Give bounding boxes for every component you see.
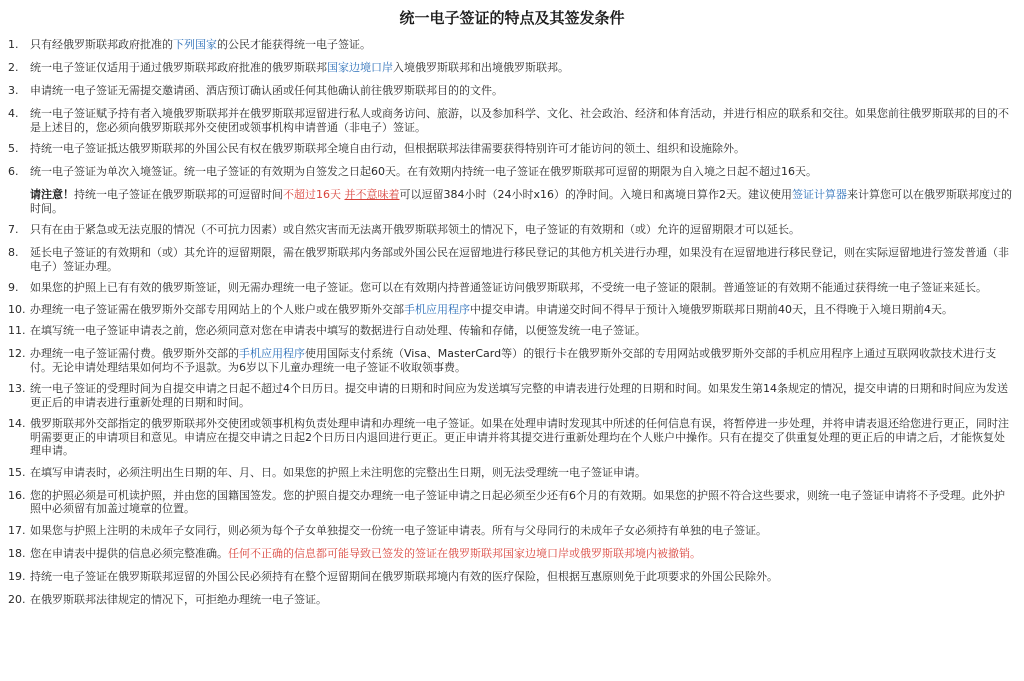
list-item [8, 165, 1016, 179]
item-text: 您的护照必须是可机读护照，并由您的国籍国签发。您的护照自提交办理统一电子签证申请之日起必须至少还有6个月的有效期。如果您的护照不符合这些要求，则统一电子签证申请将不予受理。此外护照中必须留有加盖过境章的位置。 [30, 488, 1005, 515]
item-number: 11. [8, 324, 26, 337]
item-text: 持统一电子签证抵达俄罗斯联邦的外国公民有权在俄罗斯联邦全境自由行动，但根据联邦法律需要获得特别许可才能访问的领土、组织和设施除外。 [30, 142, 745, 155]
item-number: 3. [8, 84, 19, 97]
item-text-part: 使用国际支付系统（Visa、MasterCard等）的银行卡在俄罗斯外交部的专用网站或俄罗斯外交部的手机应用程序上通过互联网收款技术进行支付。无论申请处理结果如何均不予退款。为6岁以下儿童办理统一电子签证不收取领事费。 [30, 347, 997, 374]
list-item [8, 281, 1016, 295]
attention-note [30, 188, 1016, 215]
item-text: 如果您的护照上已有有效的俄罗斯签证，则无需办理统一电子签证。您可以在有效期内持普通签证访问俄罗斯联邦，不受统一电子签证的限制。普通签证的有效期不能通过获得统一电子签证来延长。 [30, 281, 987, 294]
item-text [30, 61, 1016, 75]
list-item [8, 246, 1016, 273]
item-text-part: 的公民才能获得统一电子签证。 [217, 38, 371, 51]
list-item [8, 593, 1016, 607]
item-number: 9. [8, 281, 19, 294]
visa-calculator-link[interactable]: 签证计算器 [792, 188, 847, 201]
item-number: 4. [8, 107, 19, 120]
item-text: 申请统一电子签证无需提交邀请函、酒店预订确认函或任何其他确认前往俄罗斯联邦目的的文件。 [30, 84, 503, 97]
item-text-part: 办理统一电子签证需在俄罗斯外交部专用网站上的个人账户或在俄罗斯外交部 [30, 302, 404, 316]
list-item [8, 61, 1016, 75]
list-item [8, 466, 1016, 480]
item-number: 13. [8, 382, 26, 395]
list-item [8, 324, 1016, 338]
item-number: 12. [8, 347, 26, 360]
list-item [8, 347, 1016, 374]
item-text: 在俄罗斯联邦法律规定的情况下，可拒绝办理统一电子签证。 [30, 592, 327, 606]
list-item [8, 547, 1016, 561]
page-title: 统一电子签证的特点及其签发条件 [399, 9, 625, 27]
note-text: 可以逗留384小时（24小时x16）的净时间。入境日和离境日算作2天。建议使用 [399, 188, 792, 201]
countries-list-link[interactable]: 下列国家 [173, 38, 217, 51]
attention-label: 请注意！ [30, 188, 74, 201]
list-item [8, 223, 1016, 237]
note-highlight-underlined: 并不意味着 [344, 188, 400, 201]
item-text [30, 547, 1016, 561]
warning-text: 任何不正确的信息都可能导致已签发的签证在俄罗斯联邦国家边境口岸或俄罗斯联邦境内被撤销。 [228, 546, 701, 560]
rules-list-continued [8, 223, 1016, 606]
item-number: 18. [8, 546, 26, 560]
rules-list [8, 38, 1016, 179]
item-text: 只有在由于紧急或无法克服的情况（不可抗力因素）或自然灾害而无法离开俄罗斯联邦领土的情况下，电子签证的有效期和（或）允许的逗留期限才可以延长。 [30, 223, 800, 236]
item-number: 2. [8, 61, 19, 74]
list-item [8, 489, 1016, 516]
item-number: 10. [8, 302, 26, 316]
item-number: 14. [8, 417, 26, 430]
item-text: 持统一电子签证在俄罗斯联邦逗留的外国公民必须持有在整个逗留期间在俄罗斯联邦境内有效的医疗保险，但根据互惠原则免于此项要求的外国公民除外。 [30, 569, 778, 583]
item-number: 8. [8, 246, 19, 259]
item-text-part: 只有经俄罗斯联邦政府批准的 [30, 38, 173, 51]
note-highlight: 不超过16天 [283, 188, 341, 201]
item-text: 统一电子签证为单次入境签证。统一电子签证的有效期为自签发之日起60天。在有效期内持统一电子签证在俄罗斯联邦可逗留的期限为自入境之日起不超过16天。 [30, 165, 817, 178]
item-text: 统一电子签证赋予持有者入境俄罗斯联邦并在俄罗斯联邦逗留进行私人或商务访问、旅游，以及参加科学、文化、社会政治、经济和体育活动，并进行相应的联系和交往。如果您前往俄罗斯联邦的目的不是上述目的，您必须向俄罗斯联邦外交使团或领事机构申请普通（非电子）签证。 [30, 107, 1009, 134]
list-item [8, 142, 1016, 156]
mobile-app-link[interactable]: 手机应用程序 [239, 347, 305, 360]
item-number: 5. [8, 142, 19, 155]
list-item [8, 107, 1016, 134]
item-number: 17. [8, 523, 26, 537]
item-number: 7. [8, 223, 19, 236]
item-text: 在填写申请表时，必须注明出生日期的年、月、日。如果您的护照上未注明您的完整出生日期，则无法受理统一电子签证申请。 [30, 465, 646, 479]
item-text-part: 中提交申请。申请递交时间不得早于预计入境俄罗斯联邦日期前40天，且不得晚于入境日期前4天。 [470, 302, 953, 316]
item-text [30, 38, 1016, 52]
item-number: 16. [8, 488, 26, 502]
item-number: 15. [8, 465, 26, 479]
item-text: 在填写统一电子签证申请表之前，您必须同意对您在申请表中填写的数据进行自动处理、传输和存储，以便签发统一电子签证。 [30, 324, 646, 337]
list-item [8, 570, 1016, 584]
item-text-part: 您在申请表中提供的信息必须完整准确。 [30, 546, 228, 560]
item-text [30, 303, 1016, 317]
item-text-part: 入境俄罗斯联邦和出境俄罗斯联邦。 [393, 61, 569, 74]
item-number: 6. [8, 165, 19, 178]
item-text [30, 347, 1016, 374]
item-number: 19. [8, 569, 26, 583]
item-text-part: 办理统一电子签证需付费。俄罗斯外交部的 [30, 347, 239, 360]
list-item [8, 417, 1016, 458]
list-item [8, 524, 1016, 538]
item-text-part: 统一电子签证仅适用于通过俄罗斯联邦政府批准的俄罗斯联邦 [30, 61, 327, 74]
note-text: 持统一电子签证在俄罗斯联邦的可逗留时间 [74, 188, 283, 201]
item-text: 延长电子签证的有效期和（或）其允许的逗留期限，需在俄罗斯联邦内务部或外国公民在逗留地进行移民登记的其他方机关进行办理，如果没有在逗留地进行移民登记，则在实际逗留地进行签发普通（非电子）签证办理。 [30, 246, 1009, 273]
mobile-app-link[interactable]: 手机应用程序 [404, 302, 470, 316]
item-text: 俄罗斯联邦外交部指定的俄罗斯联邦外交使团或领事机构负责处理申请和办理统一电子签证。如果在处理申请时发现其中所述的任何信息有误，将暂停进一步处理，并将申请表退还给您进行更正，同时注明需要更正的申请项目和意见。申请应在提交申请之日起2个日历日内退回进行更正。更正申请并将其提交进行重新处理均在个人账户中操作。只有在提交了供重复处理的更正后的申请之后，才能恢复处理申请。 [30, 417, 1009, 457]
list-item [8, 303, 1016, 317]
border-checkpoints-link[interactable]: 国家边境口岸 [327, 61, 393, 74]
item-number: 20. [8, 592, 26, 606]
item-number: 1. [8, 38, 19, 51]
list-item [8, 84, 1016, 98]
item-text: 统一电子签证的受理时间为自提交申请之日起不超过4个日历日。提交申请的日期和时间应为发送填写完整的申请表进行处理的日期和时间。如果发生第14条规定的情况，提交申请的日期和时间应为发送更正后的申请表进行重新处理的日期和时间。 [30, 382, 1008, 409]
item-text: 如果您与护照上注明的未成年子女同行，则必须为每个子女单独提交一份统一电子签证申请表。所有与父母同行的未成年子女必须持有单独的电子签证。 [30, 523, 767, 537]
note-text: 来计算您可以在俄罗斯联邦度过的时间。 [30, 188, 1012, 215]
list-item [8, 382, 1016, 409]
list-item [8, 38, 1016, 52]
